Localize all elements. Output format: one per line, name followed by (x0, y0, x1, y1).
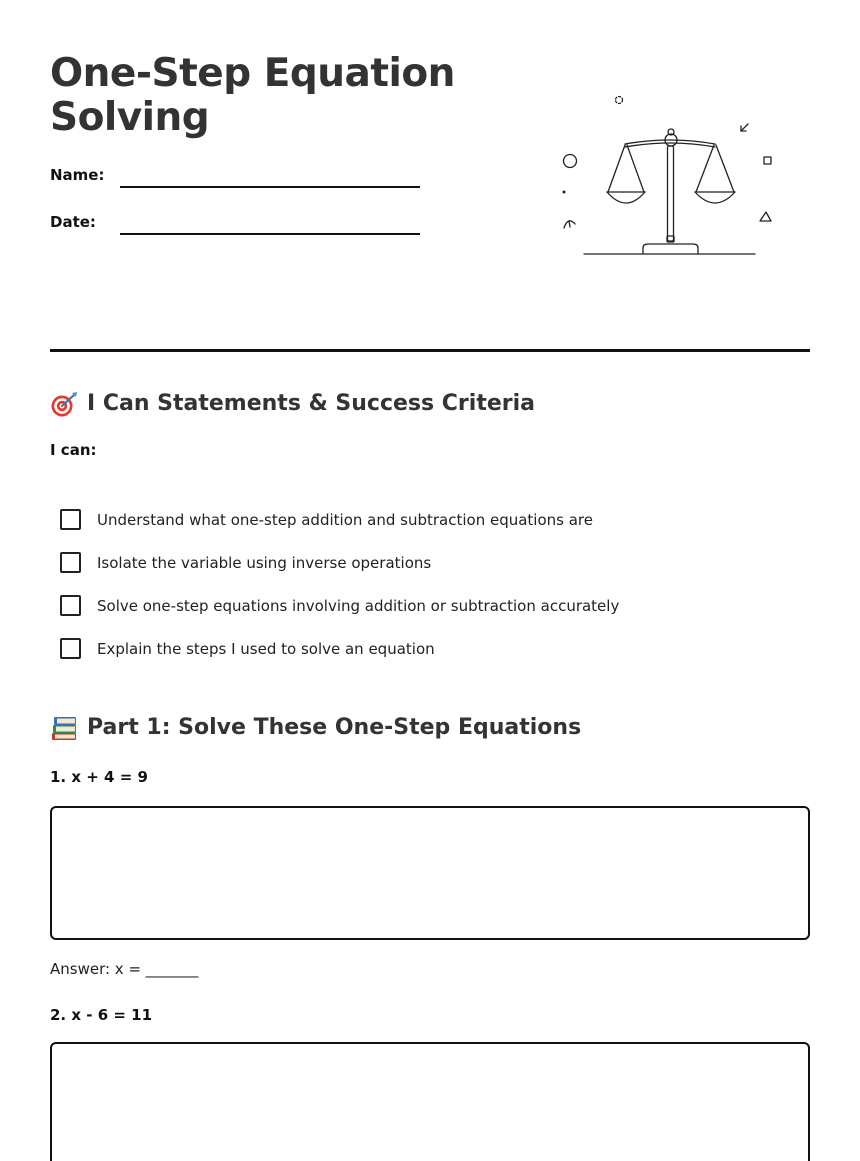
date-field (50, 211, 420, 235)
problem-1-label: 1. x + 4 = 9 (50, 768, 148, 786)
checklist-item[interactable] (60, 636, 619, 661)
checklist-item-label: Solve one-step equations involving addition or subtraction accurately (97, 596, 620, 615)
problem-1-work-area[interactable] (50, 806, 810, 940)
checklist-item-label: Explain the steps I used to solve an equation (97, 639, 435, 658)
part1-heading-text: Part 1: Solve These One-Step Equations (87, 715, 582, 740)
problem-1-answer[interactable]: Answer: x = _______ (50, 960, 199, 978)
checklist-item[interactable] (60, 507, 619, 532)
checklist-item[interactable] (60, 550, 619, 575)
checklist-item-label: Understand what one-step addition and subtraction equations are (97, 510, 593, 529)
name-field (50, 164, 420, 188)
checklist-item[interactable] (60, 593, 619, 618)
checkbox[interactable] (60, 638, 81, 659)
target-dart-icon (50, 390, 80, 418)
checkbox[interactable] (60, 509, 81, 530)
ican-heading-text: I Can Statements & Success Criteria (87, 391, 535, 416)
balance-scale-icon (555, 88, 780, 263)
name-label: Name: (50, 166, 105, 184)
ican-section-heading (50, 390, 535, 418)
problem-2-label: 2. x - 6 = 11 (50, 1006, 153, 1024)
ican-intro: I can: (50, 441, 97, 459)
books-icon (50, 714, 80, 742)
part1-section-heading (50, 714, 581, 742)
problem-2-work-area[interactable] (50, 1042, 810, 1161)
header-divider (50, 349, 810, 352)
date-input-line[interactable] (120, 233, 420, 235)
checkbox[interactable] (60, 595, 81, 616)
checkbox[interactable] (60, 552, 81, 573)
name-input-line[interactable] (120, 186, 420, 188)
page-title: One-Step Equation Solving (50, 51, 455, 140)
ican-checklist (60, 507, 619, 679)
date-label: Date: (50, 213, 96, 231)
checklist-item-label: Isolate the variable using inverse operations (97, 553, 432, 572)
